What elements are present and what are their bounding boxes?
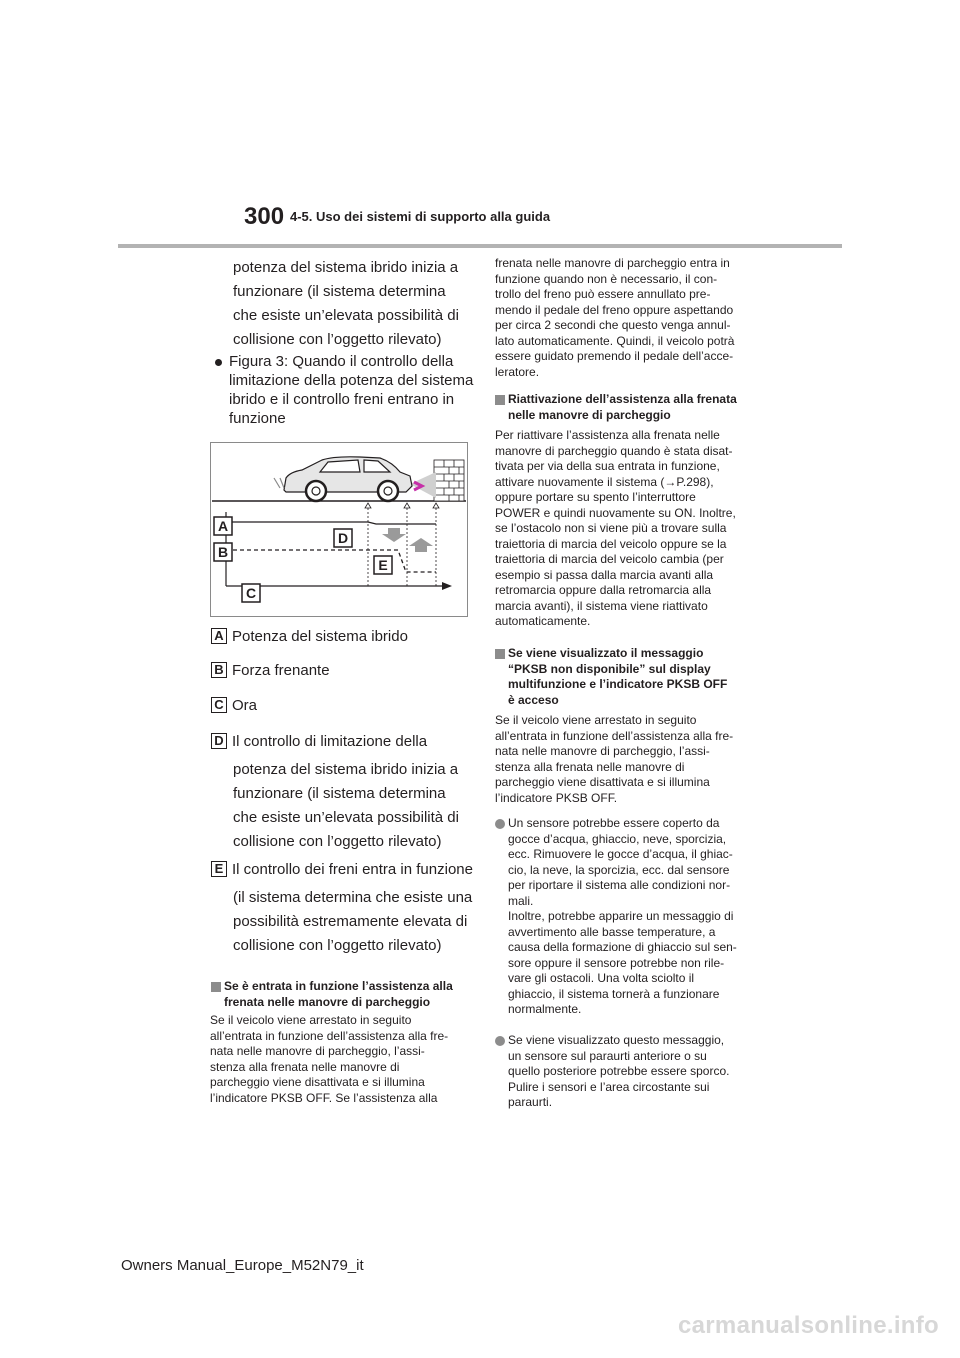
watermark: carmanualsonline.info [678, 1312, 940, 1339]
legend-c [211, 696, 257, 716]
legend-letter: D [211, 733, 227, 749]
legend-text: Il controllo di limitazione della [232, 733, 428, 750]
label-e: E [378, 557, 388, 573]
note-bullet-icon [495, 819, 505, 829]
section-square-icon [211, 982, 221, 992]
legend-text: Il controllo dei freni entra in funzione [232, 861, 473, 878]
section1-body: Se il veicolo viene arrestato in seguito all’entrata in funzione dell’assistenza alla fre- nata nelle manovre di parcheggio, l’assi- stenza alla frenata nelle manovre di parcheggio viene disattivata e si illumina l’indicatore PKSB OFF. Se l’assistenza alla [210, 1013, 449, 1105]
legend-e-continued: (il sistema determina che esiste una possibilità estremamente elevata di collisione con l’oggetto rilevato) [233, 889, 473, 954]
legend-letter: A [211, 628, 227, 644]
legend-a [211, 627, 408, 647]
bullet-icon [215, 359, 222, 366]
reactivation-body: Per riattivare l’assistenza alla frenata nelle manovre di parcheggio quando è stata disat- tivata per via della sua entrata in funzione, attivare nuovamente il sistema (→P.298), oppure portare su spento l’interruttore POWER e quindi nuovamente su ON. Inoltre, se l’ostacolo non si viene più a trovare sulla traiettoria di marcia del veicolo oppure se la traiettoria di marcia del veicolo cambia (per esempio si passa dalla marcia avanti alla retromarcia oppure dalla retromarcia alla marcia avanti), il sistema viene riattivato automaticamente. [495, 428, 736, 628]
page-number: 300 [244, 203, 285, 230]
legend-e [211, 860, 473, 880]
reactivation-heading: Riattivazione dell’assistenza alla frenata nelle manovre di parcheggio [508, 392, 737, 422]
continued-text: frenata nelle manovre di parcheggio entra in funzione quando non è necessario, il con- trollo del freno può essere annullato pre- mendo il pedale del freno oppure aspettando per circa 2 secondi che questo venga annul- lato automaticamente. Quindi, il veicolo potrà essere guidato premendo il pedale dell’acce- leratore. [495, 256, 735, 379]
section-square-icon [495, 649, 505, 659]
label-b: B [217, 544, 229, 560]
note-bullet-icon [495, 1036, 505, 1046]
header-rule [118, 244, 842, 248]
intro-text: potenza del sistema ibrido inizia a funzionare (il sistema determina che esiste un’elevata possibilità di collisione con l’oggetto rilevato) [233, 259, 459, 348]
legend-text: Potenza del sistema ibrido [232, 628, 408, 645]
wall-icon [434, 460, 464, 501]
message-body: Se il veicolo viene arrestato in seguito all’entrata in funzione dell’assistenza alla fre- nata nelle manovre di parcheggio, l’assi- stenza alla frenata nelle manovre di parcheggio viene disattivata e si illumina l’indicatore PKSB OFF. [495, 713, 734, 805]
label-a: A [217, 518, 229, 534]
label-d: D [337, 530, 349, 546]
legend-letter: C [211, 697, 227, 713]
note-sensor-covered: Un sensore potrebbe essere coperto da gocce d’acqua, ghiaccio, neve, sporcizia, ecc. Rimuovere le gocce d’acqua, il ghiac- cio, la neve, la sporcizia, ecc. dal sensore per riportare il sistema alle condizioni nor- mali. Inoltre, potrebbe apparire un messaggio di avvertimento alle basse temperature, a causa della formazione di ghiaccio sul sen- sore oppure il sensore potrebbe non rile- vare gli ostacoli. Una volta sciolto il ghiaccio, il sistema tornerà a funzionare normalmente. [508, 816, 737, 1016]
label-c: C [245, 585, 257, 601]
legend-letter: B [211, 662, 227, 678]
note-sensor-dirty: Se viene visualizzato questo messaggio, un sensore sul paraurti anteriore o su quello posteriore potrebbe essere sporco. Pulire i sensori e l’area circostante sui paraurti. [508, 1033, 730, 1109]
message-heading: Se viene visualizzato il messaggio “PKSB non disponibile” sul display multifunzione e l’indicatore PKSB OFF è acceso [508, 646, 728, 707]
legend-d-continued: potenza del sistema ibrido inizia a funzionare (il sistema determina che esiste un’elevata possibilità di collisione con l’oggetto rilevato) [233, 761, 459, 850]
braking-diagram [210, 442, 468, 617]
legend-text: Forza frenante [232, 662, 330, 679]
legend-b [211, 661, 330, 681]
section-title: 4-5. Uso dei sistemi di supporto alla guida [290, 209, 551, 224]
legend-d [211, 732, 427, 752]
legend-text: Ora [232, 697, 258, 714]
legend-letter: E [211, 861, 227, 877]
section-square-icon [495, 395, 505, 405]
figure-caption: Figura 3: Quando il controllo della limitazione della potenza del sistema ibrido e il controllo freni entrano in funzione [229, 353, 474, 427]
section1-heading: Se è entrata in funzione l’assistenza alla frenata nelle manovre di parcheggio [224, 979, 453, 1009]
footer-text: Owners Manual_Europe_M52N79_it [121, 1257, 364, 1274]
